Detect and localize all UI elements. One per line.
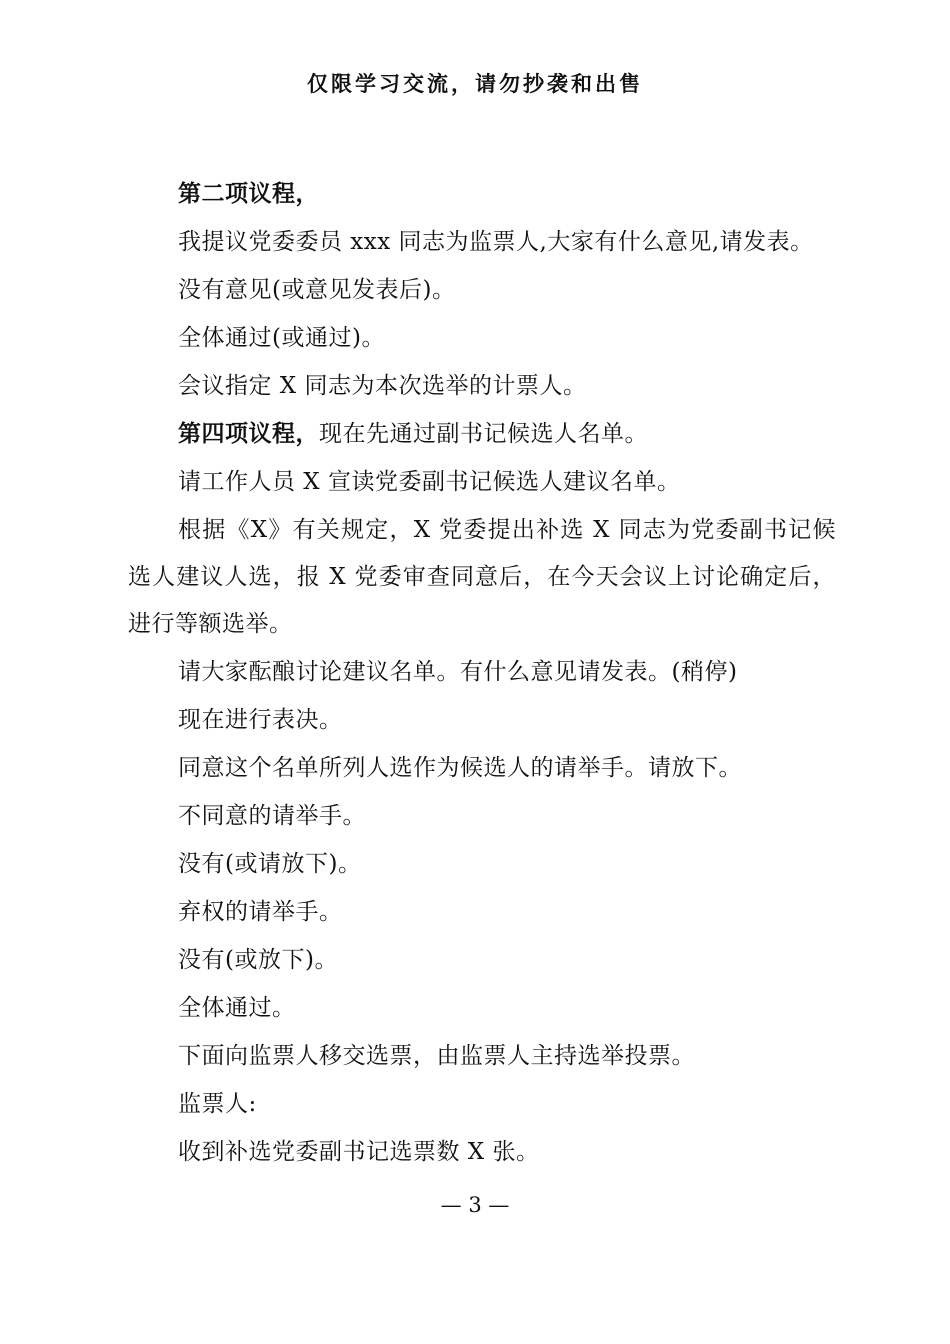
agenda-item-heading: 第四项议程， <box>178 420 319 447</box>
paragraph <box>128 170 836 218</box>
paragraph <box>128 362 836 410</box>
paragraph-text: 不同意的请举手。 <box>178 803 366 829</box>
paragraph-text: 现在进行表决。 <box>178 707 343 733</box>
paragraph <box>128 1080 836 1128</box>
document-body <box>128 170 836 1176</box>
agenda-item-heading: 第二项议程， <box>178 180 319 207</box>
paragraph <box>128 410 836 458</box>
paragraph-text: 下面向监票人移交选票，由监票人主持选举投票。 <box>178 1043 695 1069</box>
paragraph <box>128 506 836 648</box>
paragraph <box>128 266 836 314</box>
page-number: — 3 — <box>440 1193 510 1217</box>
paragraph <box>128 744 836 792</box>
paragraph-text: 会议指定 X 同志为本次选举的计票人。 <box>178 373 587 399</box>
paragraph <box>128 888 836 936</box>
paragraph-text: 根据《X》有关规定，X 党委提出补选 X 同志为党委副书记候选人建议人选，报 X 党委审查同意后，在今天会议上讨论确定后，进行等额选举。 <box>128 517 836 637</box>
paragraph <box>128 1032 836 1080</box>
paragraph-text: 没有(或放下)。 <box>178 947 338 973</box>
paragraph <box>128 936 836 984</box>
paragraph <box>128 1128 836 1176</box>
paragraph-text: 弃权的请举手。 <box>178 899 343 925</box>
paragraph <box>128 314 836 362</box>
paragraph <box>128 792 836 840</box>
paragraph <box>128 696 836 744</box>
paragraph <box>128 458 836 506</box>
paragraph-text: 全体通过。 <box>178 995 296 1021</box>
page-header-notice: 仅限学习交流，请勿抄袭和出售 <box>307 71 643 96</box>
paragraph-text: 同意这个名单所列人选作为候选人的请举手。请放下。 <box>178 755 742 781</box>
paragraph-text: 监票人: <box>178 1091 257 1117</box>
paragraph-text: 全体通过(或通过)。 <box>178 325 385 351</box>
paragraph-text: 请工作人员 X 宣读党委副书记候选人建议名单。 <box>178 469 681 495</box>
paragraph <box>128 218 836 266</box>
paragraph-text: 我提议党委委员 xxx 同志为监票人,大家有什么意见,请发表。 <box>178 229 814 255</box>
paragraph <box>128 648 836 696</box>
paragraph-text: 收到补选党委副书记选票数 X 张。 <box>178 1139 540 1165</box>
paragraph <box>128 984 836 1032</box>
paragraph-text: 没有(或请放下)。 <box>178 851 362 877</box>
paragraph <box>128 840 836 888</box>
paragraph-text: 没有意见(或意见发表后)。 <box>178 277 456 303</box>
paragraph-text: 现在先通过副书记候选人名单。 <box>319 421 648 447</box>
paragraph-text: 请大家酝酿讨论建议名单。有什么意见请发表。(稍停) <box>178 659 738 685</box>
